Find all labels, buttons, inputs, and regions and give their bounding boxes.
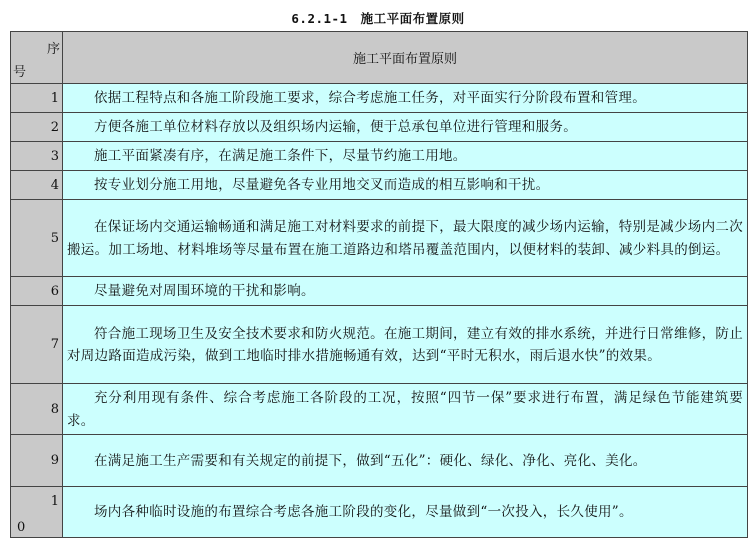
row-num: 7 (11, 306, 63, 384)
row-num: 9 (11, 435, 63, 487)
table-caption: 6.2.1-1 施工平面布置原则 (291, 11, 465, 26)
row-num: 5 (11, 200, 63, 277)
row-text: 在满足施工生产需要和有关规定的前提下，做到“五化”：硬化、绿化、净化、亮化、美化。 (63, 435, 748, 487)
row-text: 充分利用现有条件、综合考虑施工各阶段的工况，按照“四节一保”要求进行布置，满足绿色节能建筑要求。 (63, 384, 748, 435)
row-num (11, 487, 63, 538)
row-text: 场内各种临时设施的布置综合考虑各施工阶段的变化，尽量做到“一次投入，长久使用”。 (63, 487, 748, 538)
table-row (11, 142, 748, 171)
header-row (11, 32, 748, 84)
table-row (11, 113, 748, 142)
header-num-cell (11, 32, 63, 84)
table-row (11, 384, 748, 435)
table-row (11, 487, 748, 538)
table-row (11, 306, 748, 384)
table-row (11, 84, 748, 113)
table-row (11, 435, 748, 487)
table-row (11, 200, 748, 277)
header-num-bottom: 号 (13, 65, 27, 80)
row-num: 3 (11, 142, 63, 171)
row-text: 在保证场内交通运输畅通和满足施工对材料要求的前提下，最大限度的减少场内运输，特别是减少场内二次搬运。加工场地、材料堆场等尽量布置在施工道路边和塔吊覆盖范围内，以便材料的装卸、减少料具的倒运。 (63, 200, 748, 277)
row-num: 6 (11, 277, 63, 306)
row-num-bottom: 0 (17, 520, 26, 535)
row-num: 8 (11, 384, 63, 435)
row-text: 施工平面紧凑有序，在满足施工条件下，尽量节约施工用地。 (63, 142, 748, 171)
row-text: 符合施工现场卫生及安全技术要求和防火规范。在施工期间，建立有效的排水系统，并进行日常维修，防止对周边路面造成污染，做到工地临时排水措施畅通有效，达到“平时无积水，雨后退水快”的效果。 (63, 306, 748, 384)
row-num: 2 (11, 113, 63, 142)
header-num-top: 序 (46, 42, 60, 57)
table-row (11, 277, 748, 306)
table-row (11, 171, 748, 200)
row-text: 按专业划分施工用地，尽量避免各专业用地交叉而造成的相互影响和干扰。 (63, 171, 748, 200)
row-text: 方便各施工单位材料存放以及组织场内运输，便于总承包单位进行管理和服务。 (63, 113, 748, 142)
principles-table (10, 31, 748, 538)
row-num: 1 (11, 84, 63, 113)
row-num: 4 (11, 171, 63, 200)
row-text: 依据工程特点和各施工阶段施工要求，综合考虑施工任务，对平面实行分阶段布置和管理。 (63, 84, 748, 113)
row-text: 尽量避免对周围环境的干扰和影响。 (63, 277, 748, 306)
row-num-top: 1 (50, 494, 59, 509)
header-principle-cell: 施工平面布置原则 (63, 32, 748, 84)
